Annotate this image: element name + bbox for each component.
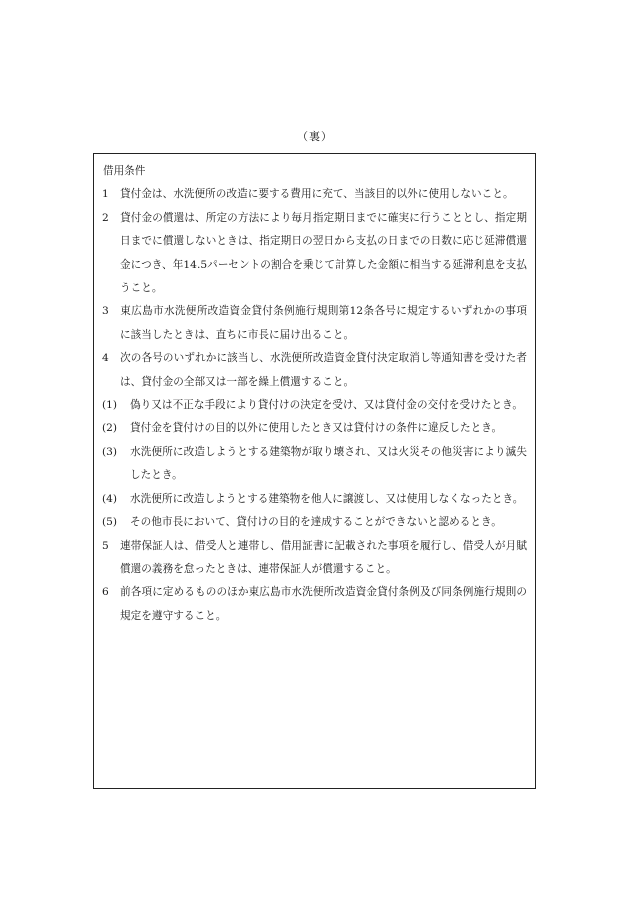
condition-item-6 [102, 581, 527, 628]
subitem-text: 水洗便所に改造しようとする建築物が取り壊され、又は火災その他災害により滅失したとき。 [130, 445, 527, 482]
condition-number: 1 [102, 188, 109, 201]
condition-text: 連帯保証人は、借受人と連帯し、借用証書に記載された事項を履行し、借受人が月賦償還の義務を怠ったときは、連帯保証人が償還すること。 [120, 539, 527, 575]
subitem-text: 水洗便所に改造しようとする建築物を他人に譲渡し、又は使用しなくなったとき。 [130, 492, 524, 505]
page-side-label: （裏） [297, 130, 333, 143]
condition-number: 3 [102, 305, 109, 318]
condition-item-3 [102, 300, 527, 347]
condition-text: 前各項に定めるもののほか東広島市水洗便所改造資金貸付条例及び同条例施行規則の規定を遵守すること。 [120, 586, 527, 622]
subitem-number: (4) [102, 492, 118, 505]
subitem-number: (1) [102, 399, 118, 412]
subitem-number: (5) [102, 516, 118, 529]
condition-number: 6 [102, 586, 109, 599]
subitem-text: その他市長において、貸付けの目的を達成することができないと認めるとき。 [130, 516, 502, 529]
condition-item-2 [102, 207, 527, 301]
subitem-text: 偽り又は不正な手段により貸付けの決定を受け、又は貸付金の交付を受けたとき。 [130, 399, 523, 412]
condition-subitem-5 [102, 511, 527, 534]
condition-subitem-2 [102, 417, 527, 440]
subitem-text: 貸付金を貸付けの目的以外に使用したとき又は貸付けの条件に違反したとき。 [130, 422, 503, 435]
condition-text: 次の各号のいずれかに該当し、水洗便所改造資金貸付決定取消し等通知書を受けた者は、貸付金の全部又は一部を繰上償還すること。 [120, 352, 527, 388]
condition-number: 4 [102, 352, 109, 365]
condition-item-5 [102, 535, 527, 582]
condition-subitem-1 [102, 394, 527, 417]
condition-subitem-4 [102, 488, 527, 511]
subitem-number: (3) [102, 445, 118, 458]
condition-text: 貸付金の償還は、所定の方法により毎月指定期日までに確実に行うこととし、指定期日までに償還しないときは、指定期日の翌日から支払の日までの日数に応じ延滞償還金につき、年14.5パーセントの割合を乗じて計算した金額に相当する延滞利息を支払うこと。 [120, 211, 527, 295]
condition-text: 東広島市水洗便所改造資金貸付条例施行規則第12条各号に規定するいずれかの事項に該当したときは、直ちに市長に届け出ること。 [120, 305, 527, 341]
condition-subitem-3 [102, 441, 527, 488]
condition-text: 貸付金は、水洗便所の改造に要する費用に充て、当該目的以外に使用しないこと。 [120, 188, 514, 201]
condition-item-4 [102, 347, 527, 394]
condition-item-1 [102, 183, 527, 206]
conditions-heading: 借用条件 [103, 165, 146, 177]
subitem-number: (2) [102, 422, 118, 435]
loan-conditions-box [93, 153, 536, 789]
condition-number: 5 [102, 539, 109, 552]
condition-number: 2 [102, 211, 109, 224]
